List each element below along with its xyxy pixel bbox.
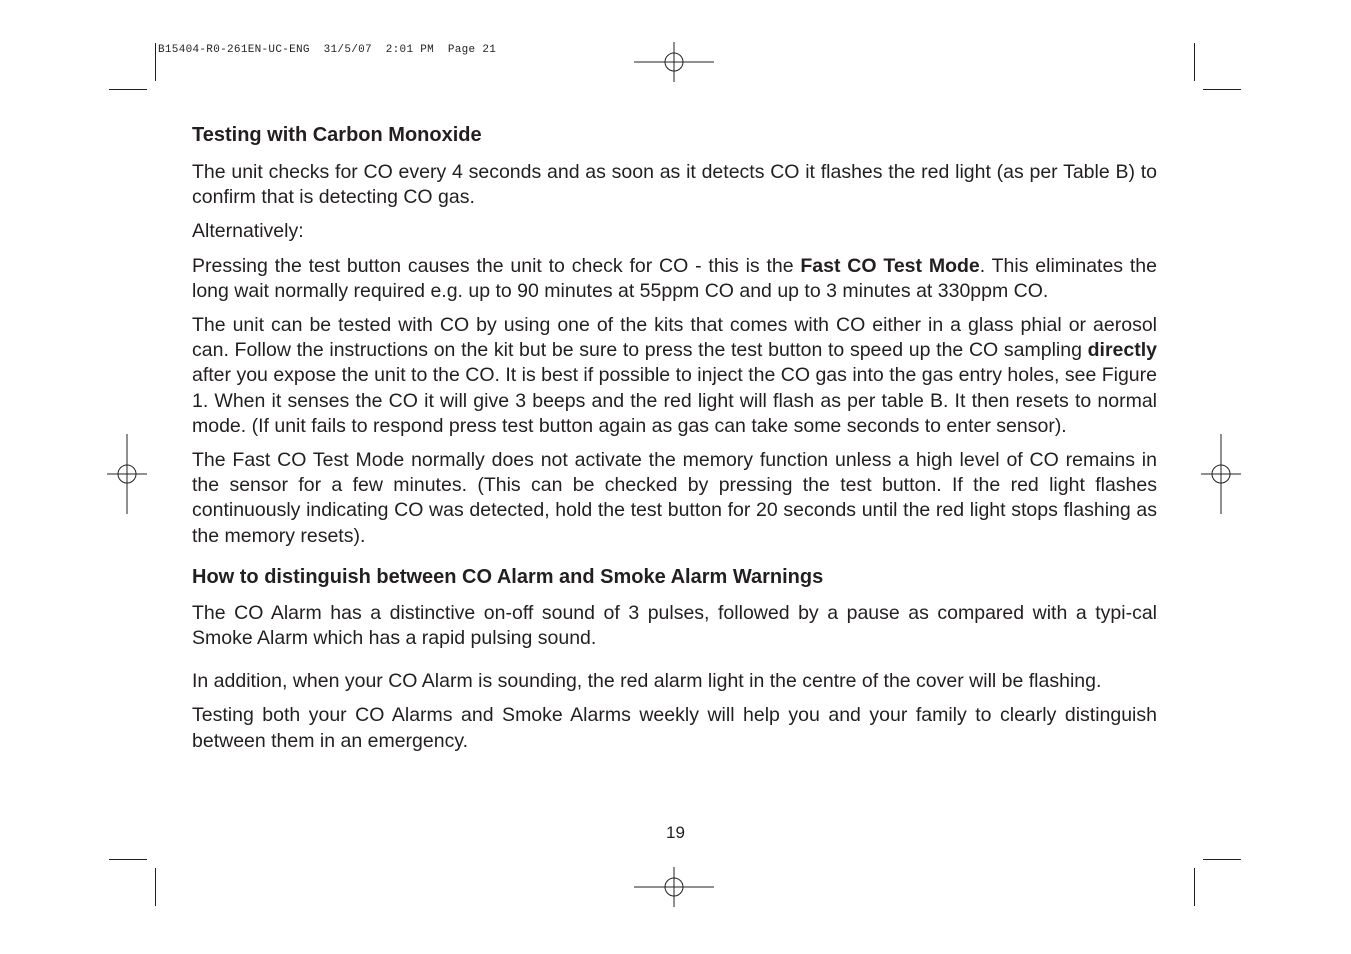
crop-mark-bottom-right-vertical <box>1194 868 1195 906</box>
print-slug: B15404-R0-261EN-UC-ENG 31/5/07 2:01 PM Page 21 <box>158 44 497 56</box>
section-heading-distinguish-alarms: How to distinguish between CO Alarm and Smoke Alarm Warnings <box>192 565 824 588</box>
paragraph-alternatively: Alternatively: <box>192 220 304 243</box>
crop-mark-bottom-left-horizontal <box>109 859 147 860</box>
registration-mark-top-icon <box>634 42 714 82</box>
registration-mark-bottom-icon <box>634 867 714 907</box>
page-number: 19 <box>666 823 685 842</box>
bold-term-directly: directly <box>1087 339 1157 362</box>
text-run: The unit can be tested with CO by using one of the kits that comes with CO either in a glass phial or aerosol can. Follow the instructions on the kit but be sure to press the test button to speed up the CO sampling <box>192 314 1157 362</box>
paragraph-co-alarm-sound: The CO Alarm has a distinctive on-off sound of 3 pulses, followed by a pause as compared with a typi-cal Smoke Alarm which has a rapid pulsing sound. <box>192 601 1157 650</box>
text-run: Pressing the test button causes the unit to check for CO - this is the <box>192 254 801 277</box>
registration-mark-right-icon <box>1201 434 1241 514</box>
crop-mark-top-left-vertical <box>155 43 156 81</box>
bold-term-fast-co-test-mode: Fast CO Test Mode <box>800 254 980 277</box>
text-run: . This eliminates the long wait normally required e.g. up to 90 minutes at 55ppm CO and up to 3 minutes at 330ppm CO. <box>192 254 1157 302</box>
crop-mark-top-left-horizontal <box>109 89 147 90</box>
crop-mark-top-right-vertical <box>1194 43 1195 81</box>
registration-mark-left-icon <box>107 434 147 514</box>
paragraph-fast-co-test-mode <box>192 254 1157 304</box>
paragraph-co-kit-testing <box>192 313 1157 439</box>
paragraph-red-light-flashing: In addition, when your CO Alarm is sounding, the red alarm light in the centre of the cover will be flashing. <box>192 670 1102 693</box>
text-run: after you expose the unit to the CO. It is best if possible to inject the CO gas into the gas entry holes, see Figure 1. When it senses the CO it will give 3 beeps and the red light will flash as per table B. It then resets to normal mode. (If unit fails to respond press test button again as gas can take some seconds to enter sensor). <box>192 364 1157 437</box>
crop-mark-bottom-right-horizontal <box>1203 859 1241 860</box>
paragraph-weekly-testing: Testing both your CO Alarms and Smoke Alarms weekly will help you and your family to clearly distinguish between them in an emergency. <box>192 704 1157 752</box>
crop-mark-bottom-left-vertical <box>155 868 156 906</box>
page-content <box>192 121 1157 763</box>
section-heading-testing-co: Testing with Carbon Monoxide <box>192 124 482 146</box>
paragraph-co-check-interval: The unit checks for CO every 4 seconds and as soon as it detects CO it flashes the red light (as per Table B) to confirm that is detecting CO gas. <box>192 161 1157 209</box>
crop-mark-top-right-horizontal <box>1203 89 1241 90</box>
paragraph-memory-function: The Fast CO Test Mode normally does not activate the memory function unless a high level of CO remains in the sensor for a few minutes. (This can be checked by pressing the test button. If the red light flashes continuously indicating CO was detected, hold the test button for 20 seconds until the red light stops flashing as the memory resets). <box>192 449 1157 547</box>
